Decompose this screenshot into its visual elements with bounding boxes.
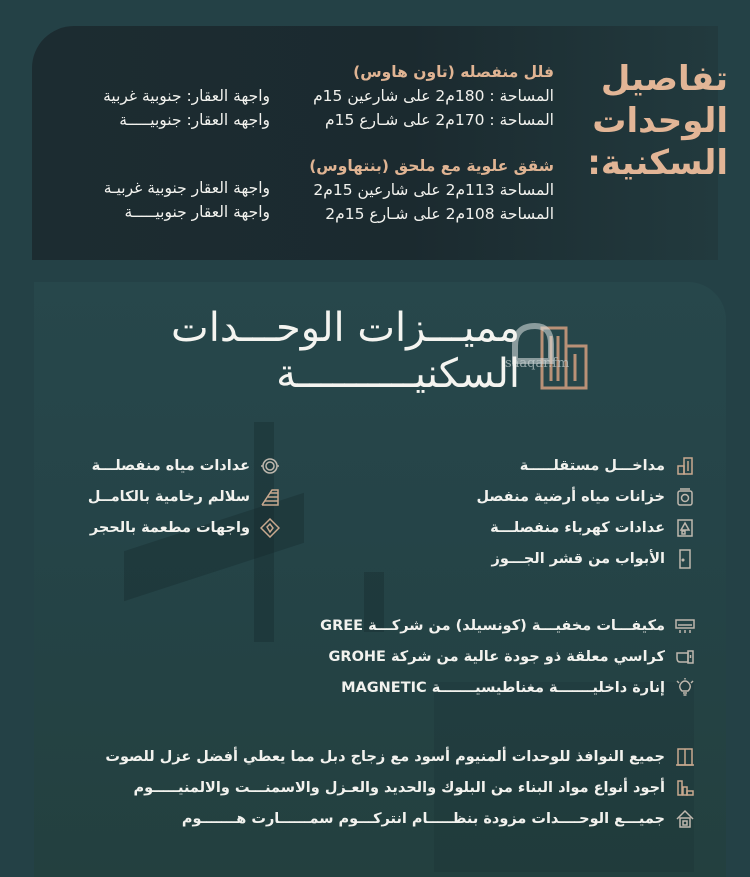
villas-facades [60, 84, 270, 132]
building-materials-icon [675, 778, 695, 798]
feature-item: مداخـــل مستقلـــــة [520, 453, 695, 479]
aqar-logo-icon [507, 306, 597, 396]
stone-facade-icon [260, 518, 280, 538]
door-icon [675, 549, 695, 569]
feature-item: خزانات مياه أرضية منفصل [476, 484, 695, 510]
villas-heading: فلل منفصله (تاون هاوس) [353, 63, 554, 81]
unit-details-title [587, 58, 728, 184]
smart-home-icon [675, 809, 695, 829]
feature-item: إنارة داخليـــــــة مغناطيسيـــــــة MAGNETIC [341, 675, 695, 701]
feature-item: جميـــع الوحــــدات مزودة بنظـــــام انتركـــوم سمــــــارت هـــــــوم [182, 806, 695, 832]
apartment-facade-2: واجهة العقار جنوبيـــــة [124, 203, 270, 221]
water-meter-icon [260, 456, 280, 476]
apartment-area-1: المساحة 113م2 على شارعين 15م2 [313, 181, 554, 199]
feature-item: جميع النوافذ للوحدات ألمنيوم أسود مع زجاج دبل مما يعطي أفضل عزل للصوت [105, 744, 695, 770]
title-line-2: الوحدات [592, 101, 728, 141]
feature-item: مكيفـــات مخفيـــة (كونسيلد) من شركـــة GREE [320, 613, 695, 639]
features-title-line-2: السكنيــــــــــة [276, 351, 520, 397]
toilet-icon [675, 647, 695, 667]
feature-item: سلالم رخامية بالكامــل [88, 484, 280, 510]
watermark-text: saaqar.fm [505, 356, 570, 371]
apartment-area-2: المساحة 108م2 على شـارع 15م2 [325, 205, 554, 223]
title-line-3: السكنية: [587, 143, 728, 183]
air-conditioner-icon [675, 616, 695, 636]
villa-area-1: المساحة : 180م2 على شارعين 15م [313, 87, 554, 105]
features-title [160, 305, 520, 397]
feature-item: عدادات مياه منفصلـــة [92, 453, 280, 479]
marble-stairs-icon [260, 487, 280, 507]
light-bulb-icon [675, 678, 695, 698]
villa-area-2: المساحة : 170م2 على شـارع 15م [324, 111, 554, 129]
electric-meter-icon [675, 518, 695, 538]
window-icon [675, 747, 695, 767]
apartments-facades [60, 176, 270, 224]
water-tank-icon [675, 487, 695, 507]
villa-facade-2: واجهه العقار: جنوبيـــــة [119, 111, 270, 129]
apartment-facade-1: واجهة العقار جنوبية غربيـة [103, 179, 270, 197]
feature-item: كراسي معلقة ذو جودة عالية من شركة GROHE [329, 644, 695, 670]
apartments-heading: شقق علوية مع ملحق (بنتهاوس) [309, 157, 554, 175]
feature-item: عدادات كهرباء منفصلـــة [490, 515, 695, 541]
features-title-line-1: مميـــزات الوحـــدات [171, 305, 520, 351]
feature-item: الأبواب من قشر الجـــوز [492, 546, 695, 572]
title-line-1: تفاصيل [600, 59, 728, 99]
feature-item: واجهات مطعمة بالحجر [90, 515, 280, 541]
building-entrance-icon [675, 456, 695, 476]
villa-facade-1: واجهة العقار: جنوبية غربية [103, 87, 270, 105]
feature-item: أجود أنواع مواد البناء من البلوك والحديد والعـزل والاسمنـــت والالمنيـــــوم [134, 775, 695, 801]
